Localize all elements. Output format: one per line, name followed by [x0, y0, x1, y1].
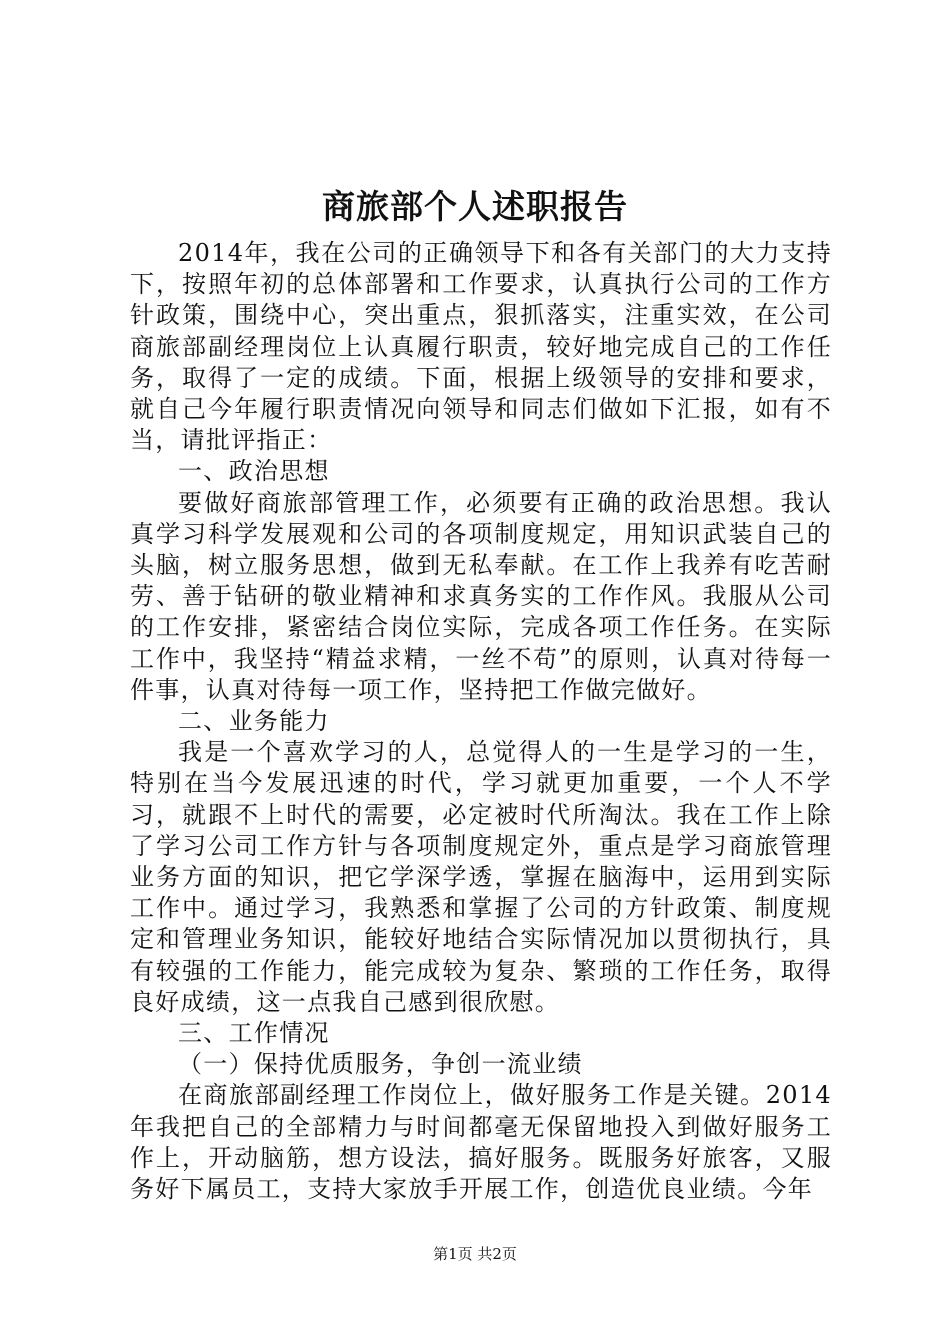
page-number-footer: 第1页 共2页: [433, 1245, 517, 1263]
service-paragraph: 在商旅部副经理工作岗位上，做好服务工作是关键。2014年我把自己的全部精力与时间都毫无保留地投入到做好服务工作上，开动脑筋，想方设法，搞好服务。既服务好旅客，又服务好下属员工，支持大家放手开展工作，创造优良业绩。今年: [130, 1081, 832, 1204]
intro-paragraph: 2014年，我在公司的正确领导下和各有关部门的大力支持下，按照年初的总体部署和工作要求，认真执行公司的工作方针政策，围绕中心，突出重点，狠抓落实，注重实效，在公司商旅部副经理岗位上认真履行职责，较好地完成自己的工作任务，取得了一定的成绩。下面，根据上级领导的安排和要求，就自己今年履行职责情况向领导和同志们做如下汇报，如有不当，请批评指正：: [130, 239, 832, 455]
section-heading-work: 三、工作情况: [178, 1019, 330, 1048]
subsection-heading-service: （一）保持优质服务，争创一流业绩: [178, 1050, 583, 1079]
section-heading-politics: 一、政治思想: [178, 457, 330, 486]
section-heading-ability: 二、业务能力: [178, 707, 330, 736]
document-body: [130, 238, 832, 1205]
document-title: 商旅部个人述职报告: [322, 187, 628, 226]
politics-paragraph: 要做好商旅部管理工作，必须要有正确的政治思想。我认真学习科学发展观和公司的各项制度规定，用知识武装自己的头脑，树立服务思想，做到无私奉献。在工作上我养有吃苦耐劳、善于钻研的敬业精神和求真务实的工作作风。我服从公司的工作安排，紧密结合岗位实际，完成各项工作任务。在实际工作中，我坚持“精益求精，一丝不苟”的原则，认真对待每一件事，认真对待每一项工作，坚持把工作做完做好。: [130, 488, 832, 704]
ability-paragraph: 我是一个喜欢学习的人，总觉得人的一生是学习的一生，特别在当今发展迅速的时代，学习就更加重要，一个人不学习，就跟不上时代的需要，必定被时代所淘汰。我在工作上除了学习公司工作方针与各项制度规定外，重点是学习商旅管理业务方面的知识，把它学深学透，掌握在脑海中，运用到实际工作中。通过学习，我熟悉和掌握了公司的方针政策、制度规定和管理业务知识，能较好地结合实际情况加以贯彻执行，具有较强的工作能力，能完成较为复杂、繁琐的工作任务，取得良好成绩，这一点我自己感到很欣慰。: [130, 738, 832, 1016]
